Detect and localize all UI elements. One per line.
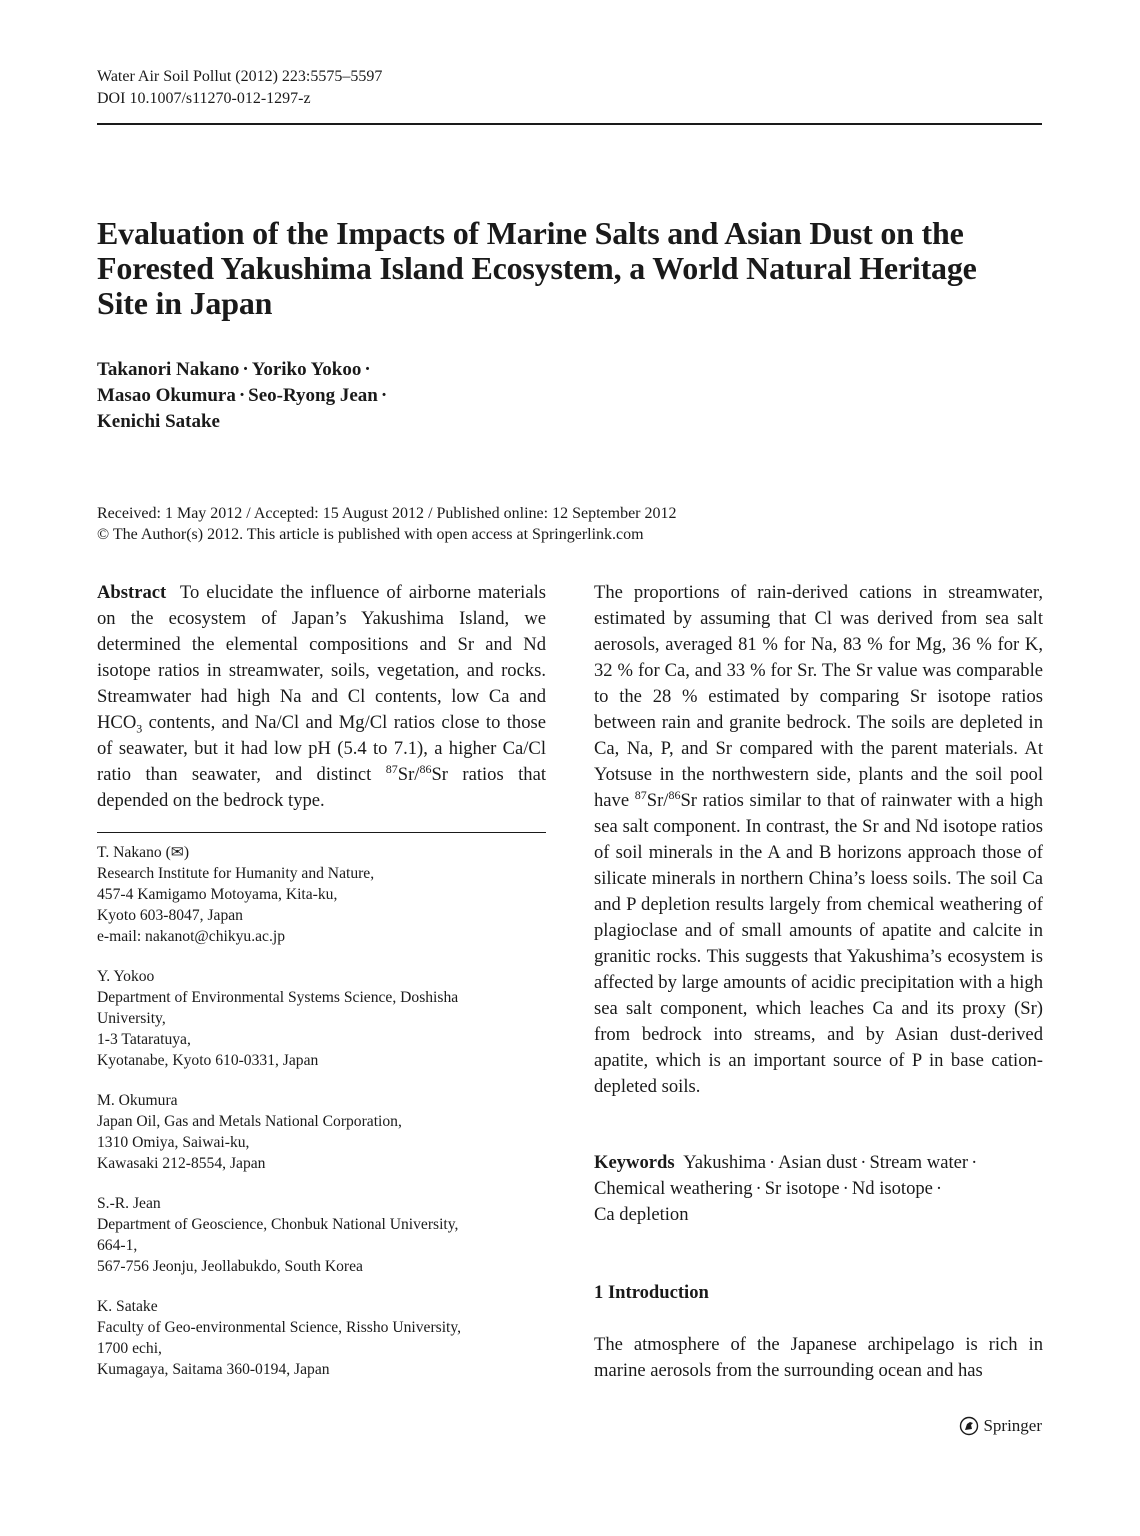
keyword[interactable]: Nd isotope — [851, 1178, 933, 1199]
affiliation-line: 567-756 Jeonju, Jeollabukdo, South Korea — [97, 1258, 363, 1275]
affiliation-line: Japan Oil, Gas and Metals National Corporation, — [97, 1113, 402, 1130]
affiliation — [97, 1296, 546, 1380]
affiliation-rule — [97, 832, 546, 833]
mail-icon[interactable]: ✉ — [170, 844, 184, 861]
publisher-footer — [959, 1416, 1042, 1436]
abstract-text: Sr/ — [646, 790, 669, 811]
author-name[interactable]: Masao Okumura — [97, 385, 236, 406]
copyright-notice: The Author(s) 2012. This article is published with open access at Springerlink.com — [112, 526, 644, 543]
keyword[interactable]: Sr isotope — [764, 1178, 840, 1199]
abstract-text: Sr ratios that depended on the bedrock type. — [97, 764, 546, 811]
affiliation-line: Kawasaki 212-8554, Japan — [97, 1155, 266, 1172]
superscript: 87 — [385, 761, 398, 776]
affiliation — [97, 1193, 546, 1277]
affiliation-line: 457-4 Kamigamo Motoyama, Kita-ku, — [97, 886, 338, 903]
abstract-text: Sr/ — [397, 764, 420, 785]
intro-text: The atmosphere of the Japanese archipelago is rich in marine aerosols from the surrounding ocean and has — [594, 1334, 1043, 1381]
keyword[interactable]: Ca depletion — [594, 1204, 689, 1225]
affiliation-line: 1310 Omiya, Saiwai-ku, — [97, 1134, 250, 1151]
article-title: Evaluation of the Impacts of Marine Salts and Asian Dust on the Forested Yakushima Island Ecosystem, a World Natural Heritage Site in Japan — [97, 215, 977, 321]
copyright-icon: © — [97, 526, 110, 543]
email-link[interactable]: e-mail: nakanot@chikyu.ac.jp — [97, 928, 285, 945]
abstract-text: To elucidate the influence of airborne materials on the ecosystem of Japan’s Yakushima Island, we determined the elemental compositions and Sr and Nd isotope ratios in streamwater, soils, vegetation, and rocks. Streamwater had high Na and Cl contents, low Ca and HCO — [97, 582, 546, 733]
springer-logo-icon — [959, 1416, 979, 1436]
abstract-left — [97, 580, 546, 814]
affiliation-line: University, — [97, 1010, 166, 1027]
publisher-name: Springer — [983, 1416, 1042, 1435]
author-name[interactable]: Takanori Nakano — [97, 359, 240, 380]
header-rule — [97, 123, 1042, 125]
author-name[interactable]: Kenichi Satake — [97, 411, 220, 432]
affiliation-name: M. Okumura — [97, 1092, 178, 1109]
affiliation-line: Faculty of Geo-environmental Science, Rissho University, — [97, 1319, 462, 1336]
affiliation-name: Y. Yokoo — [97, 968, 155, 985]
affiliation-line: Kumagaya, Saitama 360-0194, Japan — [97, 1361, 330, 1378]
keyword[interactable]: Chemical weathering — [594, 1178, 753, 1199]
affiliation — [97, 966, 546, 1071]
journal-citation: Water Air Soil Pollut (2012) 223:5575–5597 — [97, 68, 383, 85]
section-heading: 1 Introduction — [594, 1282, 709, 1303]
published-date: Published online: 12 September 2012 — [436, 505, 677, 522]
doi-line: DOI 10.1007/s11270-012-1297-z — [97, 90, 311, 107]
superscript: 86 — [419, 761, 432, 776]
subscript: 3 — [136, 721, 143, 736]
abstract-text: Sr ratios similar to that of rainwater with a high sea salt component. In contrast, the Sr and Nd isotope ratios of soil minerals in the A and B horizons approach those of silicate minerals in northern China’s loess soils. The soil Ca and P depletion results largely from chemical weathering of plagioclase and of small amounts of apatite and calcite in granitic rocks. This suggests that Yakushima’s ecosystem is affected by large amounts of acidic precipitation with a high sea salt component, which leaches Ca and its proxy (Sr) from bedrock into streams, and by Asian dust-derived apatite, which is an important source of P in base cation-depleted soils. — [594, 790, 1043, 1097]
keywords-label: Keywords — [594, 1152, 675, 1173]
abstract-right — [594, 580, 1043, 1100]
article-history: Received: 1 May 2012 / Accepted: 15 August 2012 / Published online: 12 September 2012 © The Author(s) 2012. This article is published with open access at Springerlink.com — [97, 505, 677, 543]
superscript: 87 — [634, 787, 647, 802]
superscript: 86 — [668, 787, 681, 802]
abstract-text: contents, and Na/Cl and Mg/Cl ratios close to those of seawater, but it had low pH (5.4 to 7.1), a higher Ca/Cl ratio than seawater, and distinct — [97, 712, 546, 785]
affiliation-line: 1-3 Tataratuya, — [97, 1031, 191, 1048]
affiliation-name: S.-R. Jean — [97, 1195, 161, 1212]
author-name[interactable]: Seo-Ryong Jean — [248, 385, 378, 406]
affiliation-line: 664-1, — [97, 1237, 138, 1254]
keywords: Keywords Yakushima · Asian dust · Stream water · Chemical weathering · Sr isotope · Nd isotope · Ca depletion — [594, 1152, 978, 1225]
affiliation-line: 1700 echi, — [97, 1340, 162, 1357]
affiliation-line: Kyotanabe, Kyoto 610-0331, Japan — [97, 1052, 319, 1069]
affiliation-name: T. Nakano — [97, 844, 162, 861]
keyword[interactable]: Yakushima — [683, 1152, 767, 1173]
keyword[interactable]: Stream water — [869, 1152, 969, 1173]
affiliation-line: Research Institute for Humanity and Nature, — [97, 865, 375, 882]
abstract-label: Abstract — [97, 582, 167, 603]
affiliation-line: Department of Geoscience, Chonbuk National University, — [97, 1216, 459, 1233]
affiliations — [97, 842, 546, 1399]
affiliation — [97, 1090, 546, 1174]
affiliation-line: Department of Environmental Systems Science, Doshisha — [97, 989, 459, 1006]
accepted-date: Accepted: 15 August 2012 — [253, 505, 425, 522]
abstract-text: The proportions of rain-derived cations in streamwater, estimated by assuming that Cl was derived from sea salt aerosols, averaged 81 % for Na, 83 % for Mg, 36 % for K, 32 % for Ca, and 33 % for Sr. The Sr value was comparable to the 28 % estimated by comparing Sr isotope ratios between rain and granite bedrock. The soils are depleted in Ca, Na, P, and Sr compared with the parent materials. At Yotsuse in the northwestern side, plants and the soil pool have — [594, 582, 1043, 811]
received-date: Received: 1 May 2012 — [97, 505, 243, 522]
affiliation-name: K. Satake — [97, 1298, 158, 1315]
author-name[interactable]: Yoriko Yokoo — [251, 359, 362, 380]
author-list: Takanori Nakano · Yoriko Yokoo · Masao Okumura · Seo-Ryong Jean · Kenichi Satake — [97, 359, 388, 432]
journal-header — [97, 66, 382, 110]
keyword[interactable]: Asian dust — [778, 1152, 858, 1173]
affiliation-line: Kyoto 603-8047, Japan — [97, 907, 243, 924]
affiliation: T. Nakano (✉) Research Institute for Humanity and Nature, 457-4 Kamigamo Motoyama, Kita-ku, Kyoto 603-8047, Japan e-mail: nakanot@chikyu.ac.jp — [97, 842, 546, 947]
